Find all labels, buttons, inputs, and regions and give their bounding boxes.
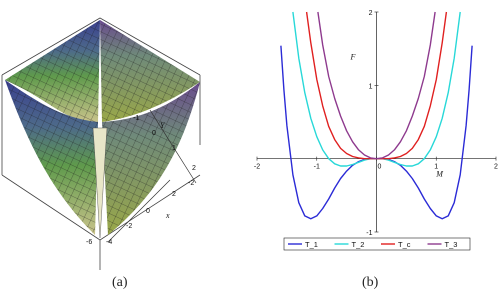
surface-y-tick: -1: [133, 115, 140, 122]
surface-y-tick: -2: [188, 180, 195, 187]
surface-y-tick: 1: [172, 145, 176, 152]
line-chart: [250, 0, 503, 292]
x-tick-label: 0: [377, 163, 382, 171]
chart-legend: [284, 238, 470, 250]
chart-axes: [254, 10, 498, 237]
surface-x-tick: -6: [86, 239, 93, 246]
x-tick-label: 2: [494, 163, 498, 171]
line-chart-panel: [250, 0, 503, 292]
surface-x-tick: 0: [146, 208, 150, 215]
x-tick-label: 1: [434, 163, 439, 171]
surface-x-tick: -4: [106, 239, 113, 246]
y-tick-label: -1: [366, 230, 373, 237]
y-axis-label: F: [350, 52, 356, 62]
surface-x-tick: 2: [172, 191, 176, 198]
y-tick-label: 2: [368, 10, 373, 17]
legend-label: T_c: [398, 240, 411, 249]
surface-y-label: Y: [160, 121, 165, 130]
y-tick-label: 1: [368, 83, 373, 91]
surface-x-tick: -2: [126, 223, 133, 230]
surface-y-tick: 0: [152, 130, 156, 137]
x-tick-label: -2: [253, 163, 261, 171]
surface-x-label: x: [166, 211, 170, 220]
caption-right: (b): [362, 275, 379, 290]
surface-mesh: [5, 20, 200, 238]
caption-left: (a): [112, 275, 128, 290]
legend-label: T_2: [351, 240, 365, 249]
x-axis-label: M: [436, 169, 443, 179]
legend-label: T_1: [305, 240, 318, 249]
legend-label: T_3: [444, 240, 458, 249]
surface-plot: [0, 0, 250, 292]
surface-y-tick: 2: [192, 165, 196, 172]
x-tick-label: -1: [313, 163, 320, 171]
surface-plot-panel: [0, 0, 250, 292]
